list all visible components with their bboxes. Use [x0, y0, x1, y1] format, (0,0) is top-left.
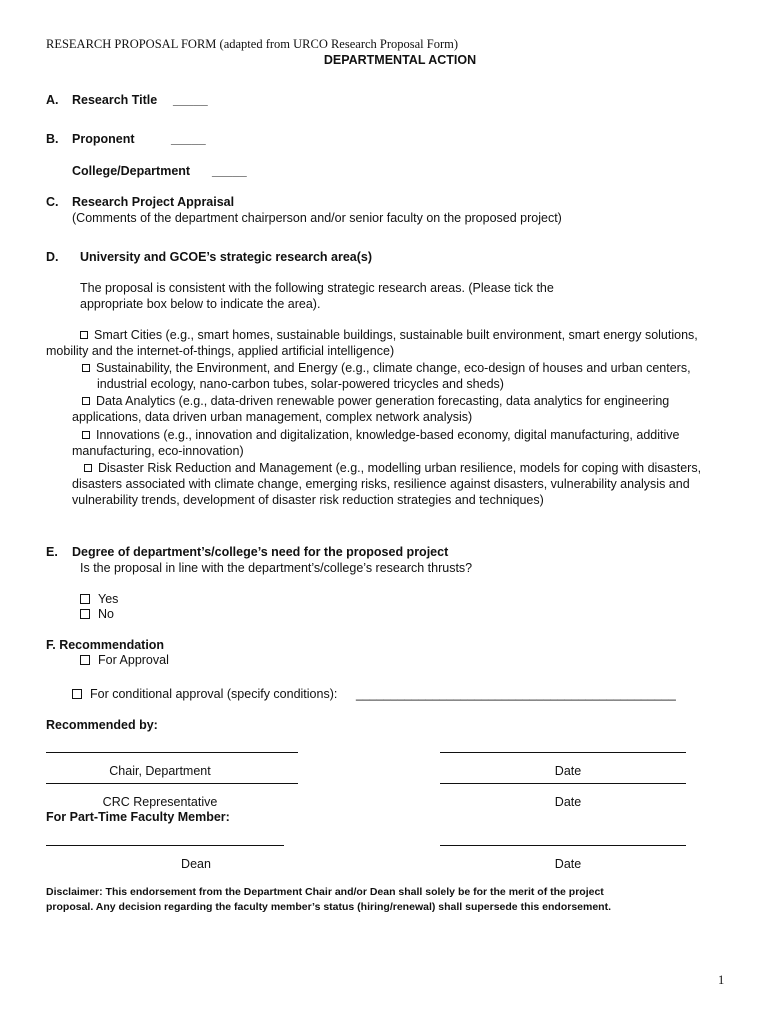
dean-label: Dean	[181, 857, 211, 871]
section-e-letter: E.	[46, 545, 58, 559]
yes-label: Yes	[98, 592, 119, 606]
crc-signature-line[interactable]	[46, 783, 298, 784]
chair-signature-line[interactable]	[46, 752, 298, 753]
for-approval-checkbox[interactable]	[80, 655, 90, 665]
date3-signature-line[interactable]	[440, 845, 686, 846]
section-c-letter: C.	[46, 195, 59, 209]
section-a-letter: A.	[46, 93, 59, 107]
date3-label: Date	[554, 857, 582, 871]
dean-signature-line[interactable]	[46, 845, 284, 846]
crc-representative-label: CRC Representative	[102, 795, 218, 809]
date1-signature-line[interactable]	[440, 752, 686, 753]
section-d-letter: D.	[46, 250, 59, 264]
college-department-field[interactable]: _____	[212, 164, 247, 178]
data-analytics-checkbox[interactable]	[82, 397, 90, 405]
disaster-risk-checkbox[interactable]	[84, 464, 92, 472]
conditions-field[interactable]: ______________________________________________	[356, 687, 676, 701]
conditional-approval-checkbox[interactable]	[72, 689, 82, 699]
for-approval-label: For Approval	[98, 653, 169, 667]
research-title-field[interactable]: _____	[173, 93, 208, 107]
yes-option[interactable]	[80, 592, 118, 606]
smart-cities-text: Smart Cities (e.g., smart homes, sustainable buildings, sustainable built environment, smart energy solutions,	[94, 328, 698, 342]
part-time-faculty-label: For Part-Time Faculty Member:	[46, 810, 230, 824]
page-number: 1	[718, 973, 725, 987]
data-analytics-option[interactable]	[82, 394, 669, 408]
for-approval-option[interactable]	[80, 653, 169, 667]
conditional-approval-option[interactable]	[72, 687, 337, 701]
research-areas-intro-1: The proposal is consistent with the following strategic research areas. (Please tick the	[80, 281, 554, 295]
disaster-risk-text: Disaster Risk Reduction and Management (e.g., modelling urban resilience, models for coping with disasters,	[98, 461, 702, 475]
no-label: No	[98, 607, 114, 621]
recommendation-label: F. Recommendation	[46, 638, 165, 652]
research-areas-label: University and GCOE’s strategic research area(s)	[80, 250, 373, 264]
disclaimer-line-2: proposal. Any decision regarding the faculty member’s status (hiring/renewal) shall supersede this endorsement.	[46, 901, 612, 913]
no-checkbox[interactable]	[80, 609, 90, 619]
disclaimer-line-1: Disclaimer: This endorsement from the Department Chair and/or Dean shall solely be for the merit of the project	[46, 886, 604, 898]
department-need-label: Degree of department’s/college’s need for the proposed project	[72, 545, 449, 559]
section-title: DEPARTMENTAL ACTION	[323, 53, 477, 67]
disaster-risk-text-2: disasters associated with climate change, emerging risks, resilience against disasters, vulnerability analysis and	[72, 477, 690, 491]
sustainability-option[interactable]	[82, 361, 691, 375]
innovations-checkbox[interactable]	[82, 431, 90, 439]
form-title: RESEARCH PROPOSAL FORM (adapted from URCO Research Proposal Form)	[46, 37, 459, 51]
conditional-approval-label: For conditional approval (specify conditions):	[90, 687, 338, 701]
yes-checkbox[interactable]	[80, 594, 90, 604]
appraisal-label: Research Project Appraisal	[72, 195, 235, 209]
research-title-label: Research Title	[72, 93, 158, 107]
disaster-risk-option[interactable]	[84, 461, 701, 475]
sustainability-text: Sustainability, the Environment, and Energy (e.g., climate change, eco-design of houses and urban centers,	[96, 361, 691, 375]
appraisal-note: (Comments of the department chairperson and/or senior faculty on the proposed project)	[72, 211, 562, 225]
date2-label: Date	[554, 795, 582, 809]
sustainability-checkbox[interactable]	[82, 364, 90, 372]
innovations-option[interactable]	[82, 428, 679, 442]
date2-signature-line[interactable]	[440, 783, 686, 784]
smart-cities-checkbox[interactable]	[80, 331, 88, 339]
proponent-field[interactable]: _____	[171, 132, 206, 146]
innovations-text: Innovations (e.g., innovation and digitalization, knowledge-based economy, digital manufacturing, additive	[96, 428, 680, 442]
smart-cities-option[interactable]	[80, 328, 698, 342]
sustainability-text-2: industrial ecology, nano-carbon tubes, solar-powered tricycles and sheds)	[97, 377, 504, 391]
department-need-question: Is the proposal in line with the department’s/college’s research thrusts?	[80, 561, 473, 575]
innovations-text-2: manufacturing, eco-innovation)	[72, 444, 244, 458]
data-analytics-text-2: applications, data driven urban management, complex network analysis)	[72, 410, 473, 424]
smart-cities-text-2: mobility and the internet-of-things, applied artificial intelligence)	[46, 344, 395, 358]
section-b-letter: B.	[46, 132, 59, 146]
proponent-label: Proponent	[72, 132, 135, 146]
data-analytics-text: Data Analytics (e.g., data-driven renewable power generation forecasting, data analytics for engineering	[96, 394, 670, 408]
date1-label: Date	[554, 764, 582, 778]
disaster-risk-text-3: vulnerability trends, development of disaster risk reduction strategies and techniques)	[72, 493, 544, 507]
recommended-by-label: Recommended by:	[46, 718, 158, 732]
college-department-label: College/Department	[72, 164, 191, 178]
no-option[interactable]	[80, 607, 114, 621]
chair-department-label: Chair, Department	[109, 764, 211, 778]
research-areas-intro-2: appropriate box below to indicate the area).	[80, 297, 321, 311]
